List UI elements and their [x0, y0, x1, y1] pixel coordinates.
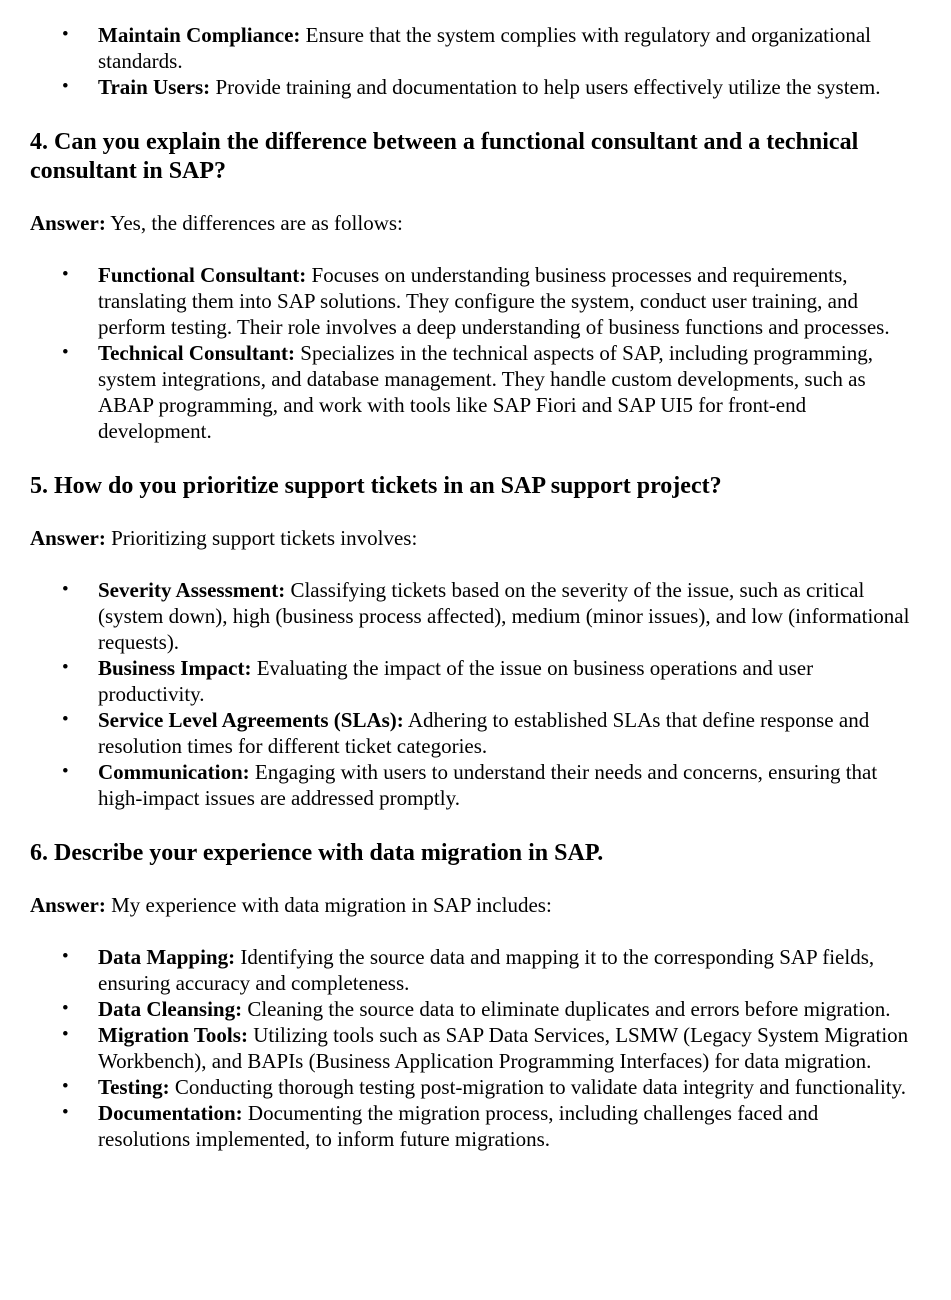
bullet-list-4 — [30, 262, 910, 444]
bullet-term: Data Cleansing: — [98, 997, 243, 1021]
list-item — [30, 707, 910, 759]
bullet-term: Service Level Agreements (SLAs): — [98, 708, 404, 732]
bullet-text: Utilizing tools such as SAP Data Services, LSMW (Legacy System Migration Workbench), and BAPIs (Business Application Programming Interfaces) for data migration. — [98, 1023, 909, 1073]
bullet-term: Data Mapping: — [98, 945, 236, 969]
bullet-text: Cleaning the source data to eliminate duplicates and errors before migration. — [242, 997, 891, 1021]
answer-intro-6 — [30, 892, 910, 918]
question-heading-6: 6. Describe your experience with data migration in SAP. — [30, 840, 604, 866]
bullet-list-6 — [30, 944, 910, 1152]
bullet-text: Adhering to established SLAs that define response and resolution times for different ticket categories. — [98, 708, 870, 758]
list-item — [30, 655, 910, 707]
bullet-term: Severity Assessment: — [98, 578, 286, 602]
bullet-text: Evaluating the impact of the issue on business operations and user productivity. — [98, 656, 814, 706]
bullet-term: Technical Consultant: — [98, 341, 296, 365]
list-item — [30, 759, 910, 811]
answer-label: Answer: — [30, 893, 106, 917]
answer-text: Yes, the differences are as follows: — [105, 211, 403, 235]
bullet-text: Specializes in the technical aspects of SAP, including programming, system integrations, and database management. They handle custom developments, such as ABAP programming, and work with tools like SAP Fiori and SAP UI5 for front-end development. — [98, 341, 873, 443]
bullet-term: Functional Consultant: — [98, 263, 307, 287]
list-item — [30, 577, 910, 655]
list-item — [30, 996, 910, 1022]
bullet-term: Maintain Compliance: — [98, 23, 301, 47]
answer-intro-5 — [30, 525, 910, 551]
bullet-text: Documenting the migration process, including challenges faced and resolutions implemented, to inform future migrations. — [98, 1101, 819, 1151]
bullet-term: Business Impact: — [98, 656, 252, 680]
list-item — [30, 340, 910, 444]
bullet-text: Focuses on understanding business processes and requirements, translating them into SAP solutions. They configure the system, conduct user training, and perform testing. Their role involves a deep understanding of business functions and processes. — [98, 263, 890, 339]
question-heading-4: 4. Can you explain the difference between a functional consultant and a technical consultant in SAP? — [30, 129, 859, 184]
list-item — [30, 262, 910, 340]
bullet-text: Identifying the source data and mapping it to the corresponding SAP fields, ensuring accuracy and completeness. — [98, 945, 875, 995]
question-heading-5: 5. How do you prioritize support tickets in an SAP support project? — [30, 473, 722, 499]
answer-text: My experience with data migration in SAP includes: — [105, 893, 552, 917]
bullet-term: Testing: — [98, 1075, 170, 1099]
list-item — [30, 22, 910, 74]
bullet-term: Documentation: — [98, 1101, 243, 1125]
answer-text: Prioritizing support tickets involves: — [105, 526, 418, 550]
answer-label: Answer: — [30, 211, 106, 235]
bullet-text: Ensure that the system complies with regulatory and organizational standards. — [98, 23, 871, 73]
bullet-text: Conducting thorough testing post-migration to validate data integrity and functionality. — [169, 1075, 906, 1099]
list-item — [30, 1074, 910, 1100]
bullet-list-5 — [30, 577, 910, 811]
bullet-term: Migration Tools: — [98, 1023, 248, 1047]
bullet-term: Train Users: — [98, 75, 211, 99]
answer-label: Answer: — [30, 526, 106, 550]
document-body — [30, 22, 910, 1152]
list-item — [30, 1100, 910, 1152]
intro-bullet-list — [30, 22, 910, 100]
bullet-text: Classifying tickets based on the severity of the issue, such as critical (system down), high (business process affected), medium (minor issues), and low (informational requests). — [98, 578, 910, 654]
bullet-text: Provide training and documentation to help users effectively utilize the system. — [210, 75, 881, 99]
bullet-term: Communication: — [98, 760, 250, 784]
answer-intro-4 — [30, 210, 910, 236]
list-item — [30, 74, 910, 100]
list-item — [30, 1022, 910, 1074]
list-item — [30, 944, 910, 996]
bullet-text: Engaging with users to understand their needs and concerns, ensuring that high-impact issues are addressed promptly. — [98, 760, 878, 810]
